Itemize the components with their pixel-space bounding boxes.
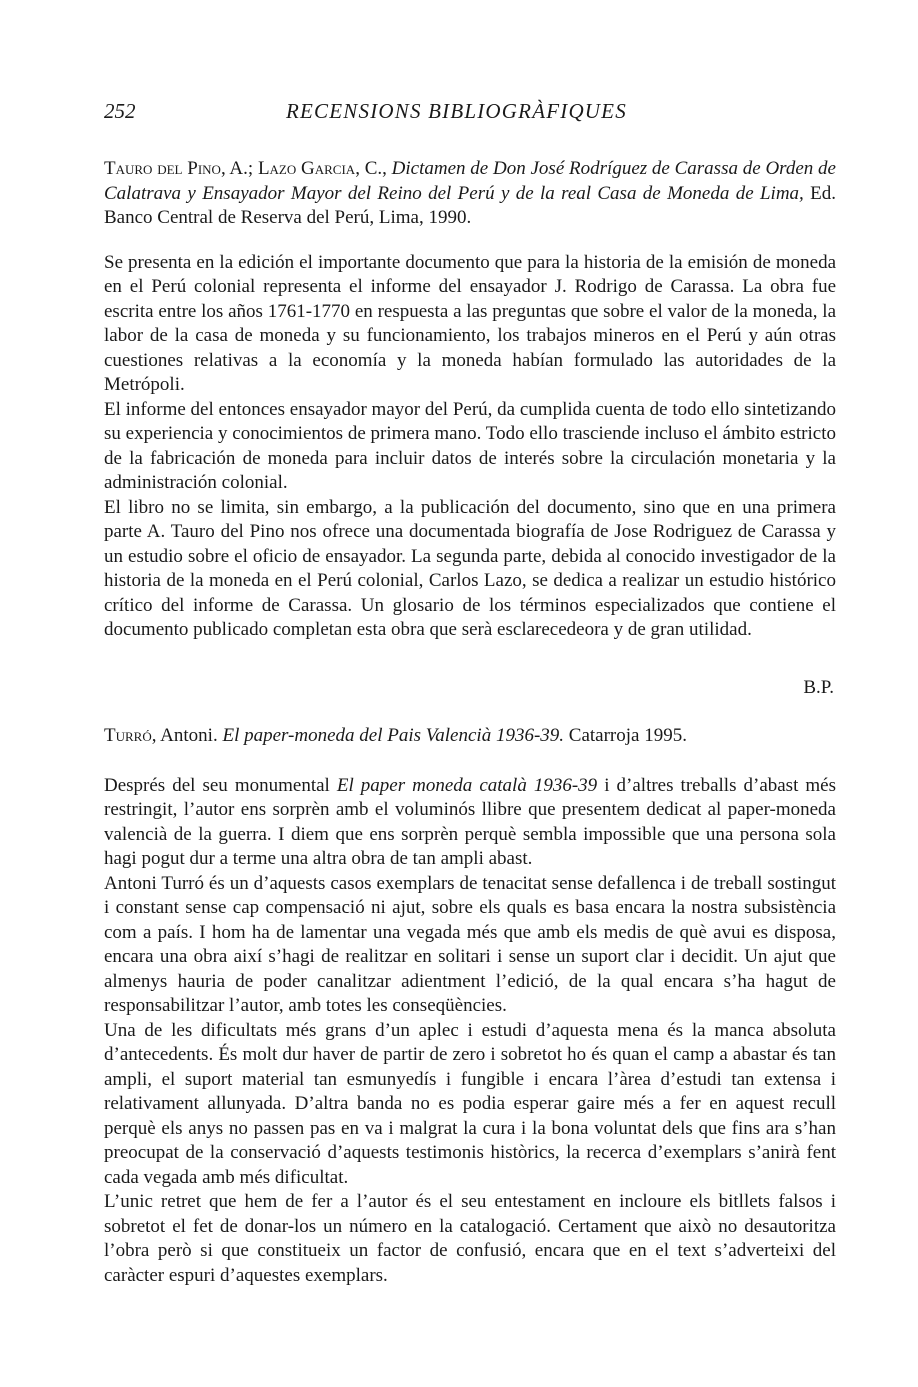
paragraph: El informe del entonces ensayador mayor del Perú, da cumplida cuenta de todo ello sintetizando su experiencia y conocimientos de primera mano. Todo ello trasciende incluso el ámbito estricto de la fabricación de moneda para incluir datos de interés sobre la circulación monetaria y la administración colonial. — [104, 398, 836, 493]
citation-author: Turró — [104, 725, 152, 746]
review-body-1 — [104, 251, 836, 643]
cited-work-title: El paper moneda català 1936-39 — [336, 774, 598, 796]
paragraph: L’unic retret que hem de fer a l’autor és el seu entestament en incloure els bitllets falsos i sobretot el fet de donar-los un número en la catalogació. Certament que això no desautoritza l’obra però si que constitueix un factor de confusió, encara que en el text s’adverteixi del caràcter espuri d’aquestes exemplars. — [104, 1191, 836, 1286]
review-citation-1 — [104, 157, 836, 231]
citation-author-first: , Antoni. — [151, 725, 223, 746]
page-number: 252 — [104, 99, 136, 123]
citation-publisher: Ed. Banco Central de Reserva del Perú, Lima, 1990. — [104, 182, 837, 228]
paragraph: El libro no se limita, sin embargo, a la publicación del documento, sino que en una primera parte A. Tauro del Pino nos ofrece una documentada biografía de Jose Rodriguez de Carassa y un estudio sobre el oficio de ensayador. La segunda parte, debida al conocido investigador de la historia de la moneda en el Perú colonial, Carlos Lazo, se dedica a realizar un estudio histórico crítico del informe de Carassa. Un glosario de los términos especializados que contiene el documento publicado completan esta obra que serà esclarecedeora y de gran utilidad. — [104, 496, 836, 640]
paragraph-text: Després del seu monumental — [104, 774, 337, 796]
paragraph: Una de les dificultats més grans d’un aplec i estudi d’aquesta mena és la manca absoluta d’antecedents. És molt dur haver de partir de zero i sobretot ho és quan el camp a abastar és tan ampli, el suport material tan esmunyedís i fungible i encara l’àrea d’estudi tan extensa i relativament allunyada. D’altra banda no es podia esperar gaire més a fer en aquest recull perquè els anys no passen pas en va i malgrat la cura i la bona voluntat dels que fins ara s’han preocupat de la conservació d’aquests testimonis històrics, la recerca d’exemplars s’anirà fent cada vegada amb més dificultat. — [104, 1019, 836, 1188]
reviewer-signature: B.P. — [803, 676, 834, 698]
review-citation-2 — [104, 724, 836, 749]
paragraph: Antoni Turró és un d’aquests casos exemplars de tenacitat sense defallenca i de treball sostingut i constant sense cap compensació ni ajut, sobre els quals es basa encara la nostra subsistència com a país. I hom ha de lamentar una vegada més que amb els medis de què avui es disposa, encara una obra així s’hagi de realitzar en solitari i sense un suport clar i decidit. Un ajut que almenys hauria de poder canalitzar adientment l’edició, de la qual encara s’ha hagut de responsabilitzar l’autor, amb totes les conseqüències. — [104, 872, 836, 1016]
citation-title: Dictamen de Don José Rodríguez de Carassa de Orden de Calatrava y Ensayador Mayor del Reino del Perú y de la real Casa de Moneda de Lima, — [104, 158, 836, 204]
citation-title: El paper-moneda del Pais Valencià 1936-39. — [222, 725, 565, 746]
citation-author: Lazo Garcia — [257, 158, 356, 179]
paragraph-text: i d’altres treballs d’abast més restringit, l’autor ens sorprèn amb el voluminós llibre que presentem dedicat al paper-moneda valencià de la guerra. I diem que ens sorprèn perquè sembla impossible que una persona sola hagi pogut dur a terme una altra obra de tan ampli abast. — [104, 774, 836, 869]
paragraph: Se presenta en la edición el importante documento que para la historia de la emisión de moneda en el Perú colonial representa el informe del ensayador J. Rodrigo de Carassa. La obra fue escrita entre los años 1761-1770 en respuesta a las preguntas que sobre el valor de la moneda, la labor de la casa de moneda y su funcionamiento, los trabajos mineros en el Perú y aún otras cuestiones relativas a la economía y la moneda habían formulado las autoridades de la Metrópoli. — [104, 251, 836, 395]
page-content — [104, 157, 836, 1288]
page-header — [104, 96, 840, 126]
citation-place-year: Catarroja 1995. — [564, 725, 687, 746]
citation-author-initial: , C., — [355, 158, 392, 179]
running-title: RECENSIONS BIBLIOGRÀFIQUES — [286, 99, 627, 123]
paragraph — [104, 774, 836, 872]
citation-author-initial: , A.; — [220, 158, 258, 179]
citation-author: Tauro del Pino — [104, 158, 221, 179]
review-body-2 — [104, 774, 836, 1289]
